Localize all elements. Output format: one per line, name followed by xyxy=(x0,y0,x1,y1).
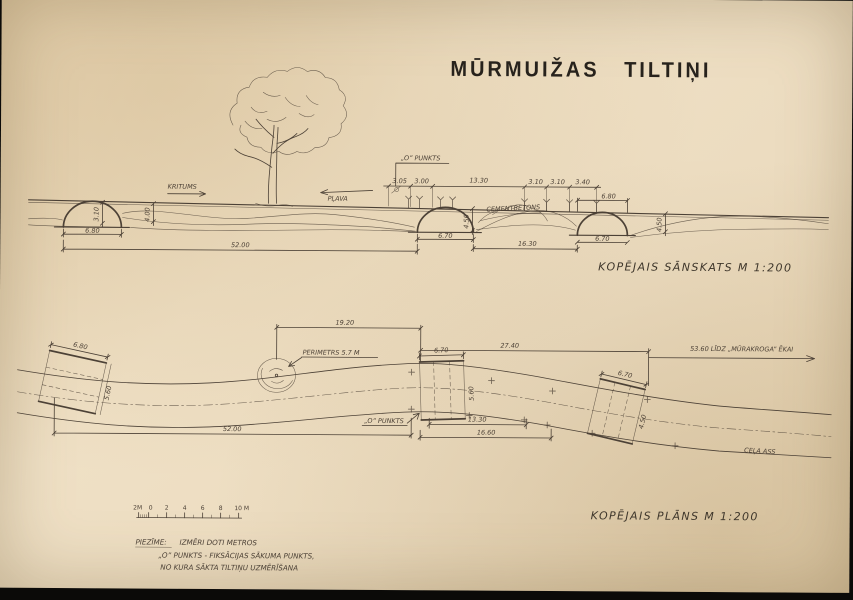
bridge-right-plan xyxy=(585,365,657,446)
notes-block xyxy=(135,537,314,572)
scale-2: 2 xyxy=(164,504,169,512)
dim-plan-mid-side: 5.60 xyxy=(467,386,476,401)
dim-plan-mid-6-70: 6.70 xyxy=(433,346,449,355)
dim-3-00: 3.00 xyxy=(414,177,429,186)
note-line1: IZMĒRI DOTI METROS xyxy=(179,537,258,548)
dim-53-60-building: 53.60 LĪDZ „MŪRAKROGA” ĒKAI xyxy=(690,344,794,354)
note-line2: „O” PUNKTS - FIKSĀCIJAS SĀKUMA PUNKTS, xyxy=(158,550,315,561)
dim-plan-right-6-70: 6.70 xyxy=(617,368,634,381)
dim-plan-left-side: 5.60 xyxy=(102,385,114,401)
scale-bar xyxy=(133,504,249,518)
dim-52-00-plan: 52.00 xyxy=(222,425,242,434)
scale-6: 6 xyxy=(200,504,205,512)
dim-3-10b: 3.10 xyxy=(550,178,565,187)
drawing-title: MŪRMUIŽAS TILTIŅI xyxy=(450,57,712,83)
dim-13-30-plan: 13.30 xyxy=(467,415,487,424)
perimeter-label: PERIMETRS 5.7 M xyxy=(302,348,360,357)
dim-13-30: 13.30 xyxy=(469,176,489,185)
survey-crosses xyxy=(408,369,678,449)
dim-52-00: 52.00 xyxy=(230,241,250,250)
perimeter-arrow xyxy=(289,357,302,366)
dim-plan-left-6-80: 6.80 xyxy=(72,340,89,352)
dim-3-05: 3.05 xyxy=(392,177,407,186)
plava-label: PĻAVA xyxy=(327,194,348,203)
o-punkts-label: „O” PUNKTS xyxy=(400,154,441,163)
plan-dims xyxy=(52,317,815,456)
dim-right-6-70: 6.70 xyxy=(595,234,610,243)
kritums-arrow xyxy=(168,191,206,196)
tree-elevation xyxy=(229,67,347,207)
scale-10m: 10 M xyxy=(234,505,250,513)
dim-plan-right-side: 4.50 xyxy=(637,413,649,430)
road-axis-label: CEĻA ASS xyxy=(743,446,776,457)
elevation-caption: KOPĒJAIS SĀNSKATS M 1:200 xyxy=(598,260,793,275)
o-punkts-elevation xyxy=(392,154,449,193)
dim-h-4-50-right: 4.50 xyxy=(655,217,664,232)
cementbetons-label: CEMENTBETONS xyxy=(486,203,541,214)
dim-mid-6-70: 6.70 xyxy=(438,231,453,240)
o-punkts-plan-label: „O” PUNKTS xyxy=(364,416,404,426)
dim-h-4-50-mid: 4.50 xyxy=(462,214,471,229)
scale-2m: 2M xyxy=(133,504,143,512)
note-heading: PIEZĪME: xyxy=(135,537,167,547)
plan-view xyxy=(17,317,832,524)
bridge-middle-plan xyxy=(417,345,476,420)
note-line3: NO KURA SĀKTA TILTIŅU UZMĒRĪŠANA xyxy=(160,562,299,573)
dim-16-60: 16.60 xyxy=(476,428,496,437)
dim-19-20: 19.20 xyxy=(335,318,355,327)
dim-3-10a: 3.10 xyxy=(528,177,543,186)
road-centerline xyxy=(17,385,831,436)
dim-left-6-80: 6.80 xyxy=(85,226,100,235)
scale-4: 4 xyxy=(182,504,187,512)
kritums-label: KRITUMS xyxy=(167,182,197,191)
plan-caption: KOPĒJAIS PLĀNS M 1:200 xyxy=(590,509,759,524)
dim-3-40: 3.40 xyxy=(575,178,590,187)
dim-h-3-10: 3.10 xyxy=(92,206,101,222)
dim-h-4-00: 4.00 xyxy=(143,207,152,222)
scale-8: 8 xyxy=(218,505,223,513)
dim-16-30: 16.30 xyxy=(517,239,537,248)
span-dims xyxy=(61,237,579,255)
dim-right-top-6-80: 6.80 xyxy=(601,192,616,201)
bridge-left-plan xyxy=(37,335,122,416)
scale-0: 0 xyxy=(148,504,153,512)
dim-27-40: 27.40 xyxy=(500,341,520,350)
elevation-view xyxy=(28,66,829,275)
